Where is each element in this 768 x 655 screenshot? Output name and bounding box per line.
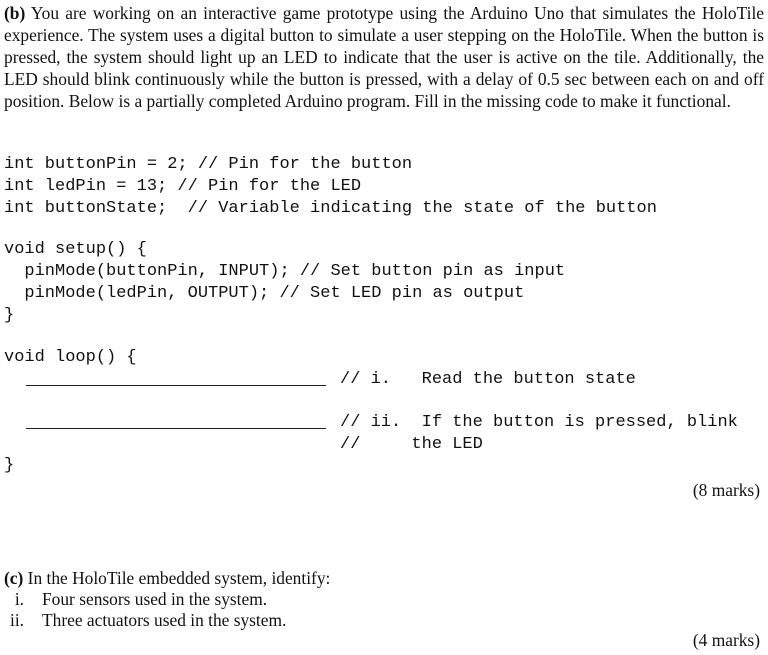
answer-blank-ii — [26, 428, 326, 429]
part-c-intro: In the HoloTile embedded system, identify: — [27, 568, 331, 588]
code-comment-ii-b: // the LED — [340, 435, 483, 454]
part-b-marks: (8 marks) — [692, 480, 760, 500]
code-line-button-state: int buttonState; // Variable indicating the state of the button — [4, 199, 657, 218]
part-c-label: (c) — [4, 568, 24, 588]
part-c-item-text: Four sensors used in the system. — [42, 589, 268, 609]
part-b-question — [4, 2, 764, 112]
code-setup-line-1: pinMode(buttonPin, INPUT); // Set button pin as input — [4, 262, 566, 281]
part-b-text: You are working on an interactive game prototype using the Arduino Uno that simulates the HoloTile experience. The system uses a digital button to simulate a user stepping on the HoloTile. When the button is pressed, the system should light up an LED to indicate that the user is active on the tile. Additionally, the LED should blink continuously while the button is pressed, with a delay of 0.5 sec between each on and off position. Below is a partially completed Arduino program. Fill in the missing code to make it functional. — [4, 3, 765, 111]
code-loop-close: } — [4, 456, 15, 475]
part-b-label: (b) — [4, 3, 26, 23]
code-setup-close: } — [4, 306, 15, 325]
code-line-led-pin: int ledPin = 13; // Pin for the LED — [4, 177, 362, 196]
code-comment-i: // i. Read the button state — [340, 370, 636, 389]
answer-blank-i — [26, 385, 326, 386]
part-c-item-number: i. — [14, 589, 24, 609]
part-c-item — [4, 588, 267, 610]
part-c-question — [4, 567, 330, 589]
code-setup-open: void setup() { — [4, 240, 147, 259]
part-c-item-text: Three actuators used in the system. — [42, 610, 287, 630]
code-line-button-pin: int buttonPin = 2; // Pin for the button — [4, 155, 413, 174]
code-comment-ii-a: // ii. If the button is pressed, blink — [340, 413, 738, 432]
part-c-marks: (4 marks) — [692, 630, 760, 650]
code-setup-line-2: pinMode(ledPin, OUTPUT); // Set LED pin as output — [4, 284, 525, 303]
part-c-item-number: ii. — [9, 610, 24, 630]
part-c-item — [4, 609, 286, 631]
code-loop-open: void loop() { — [4, 348, 137, 367]
